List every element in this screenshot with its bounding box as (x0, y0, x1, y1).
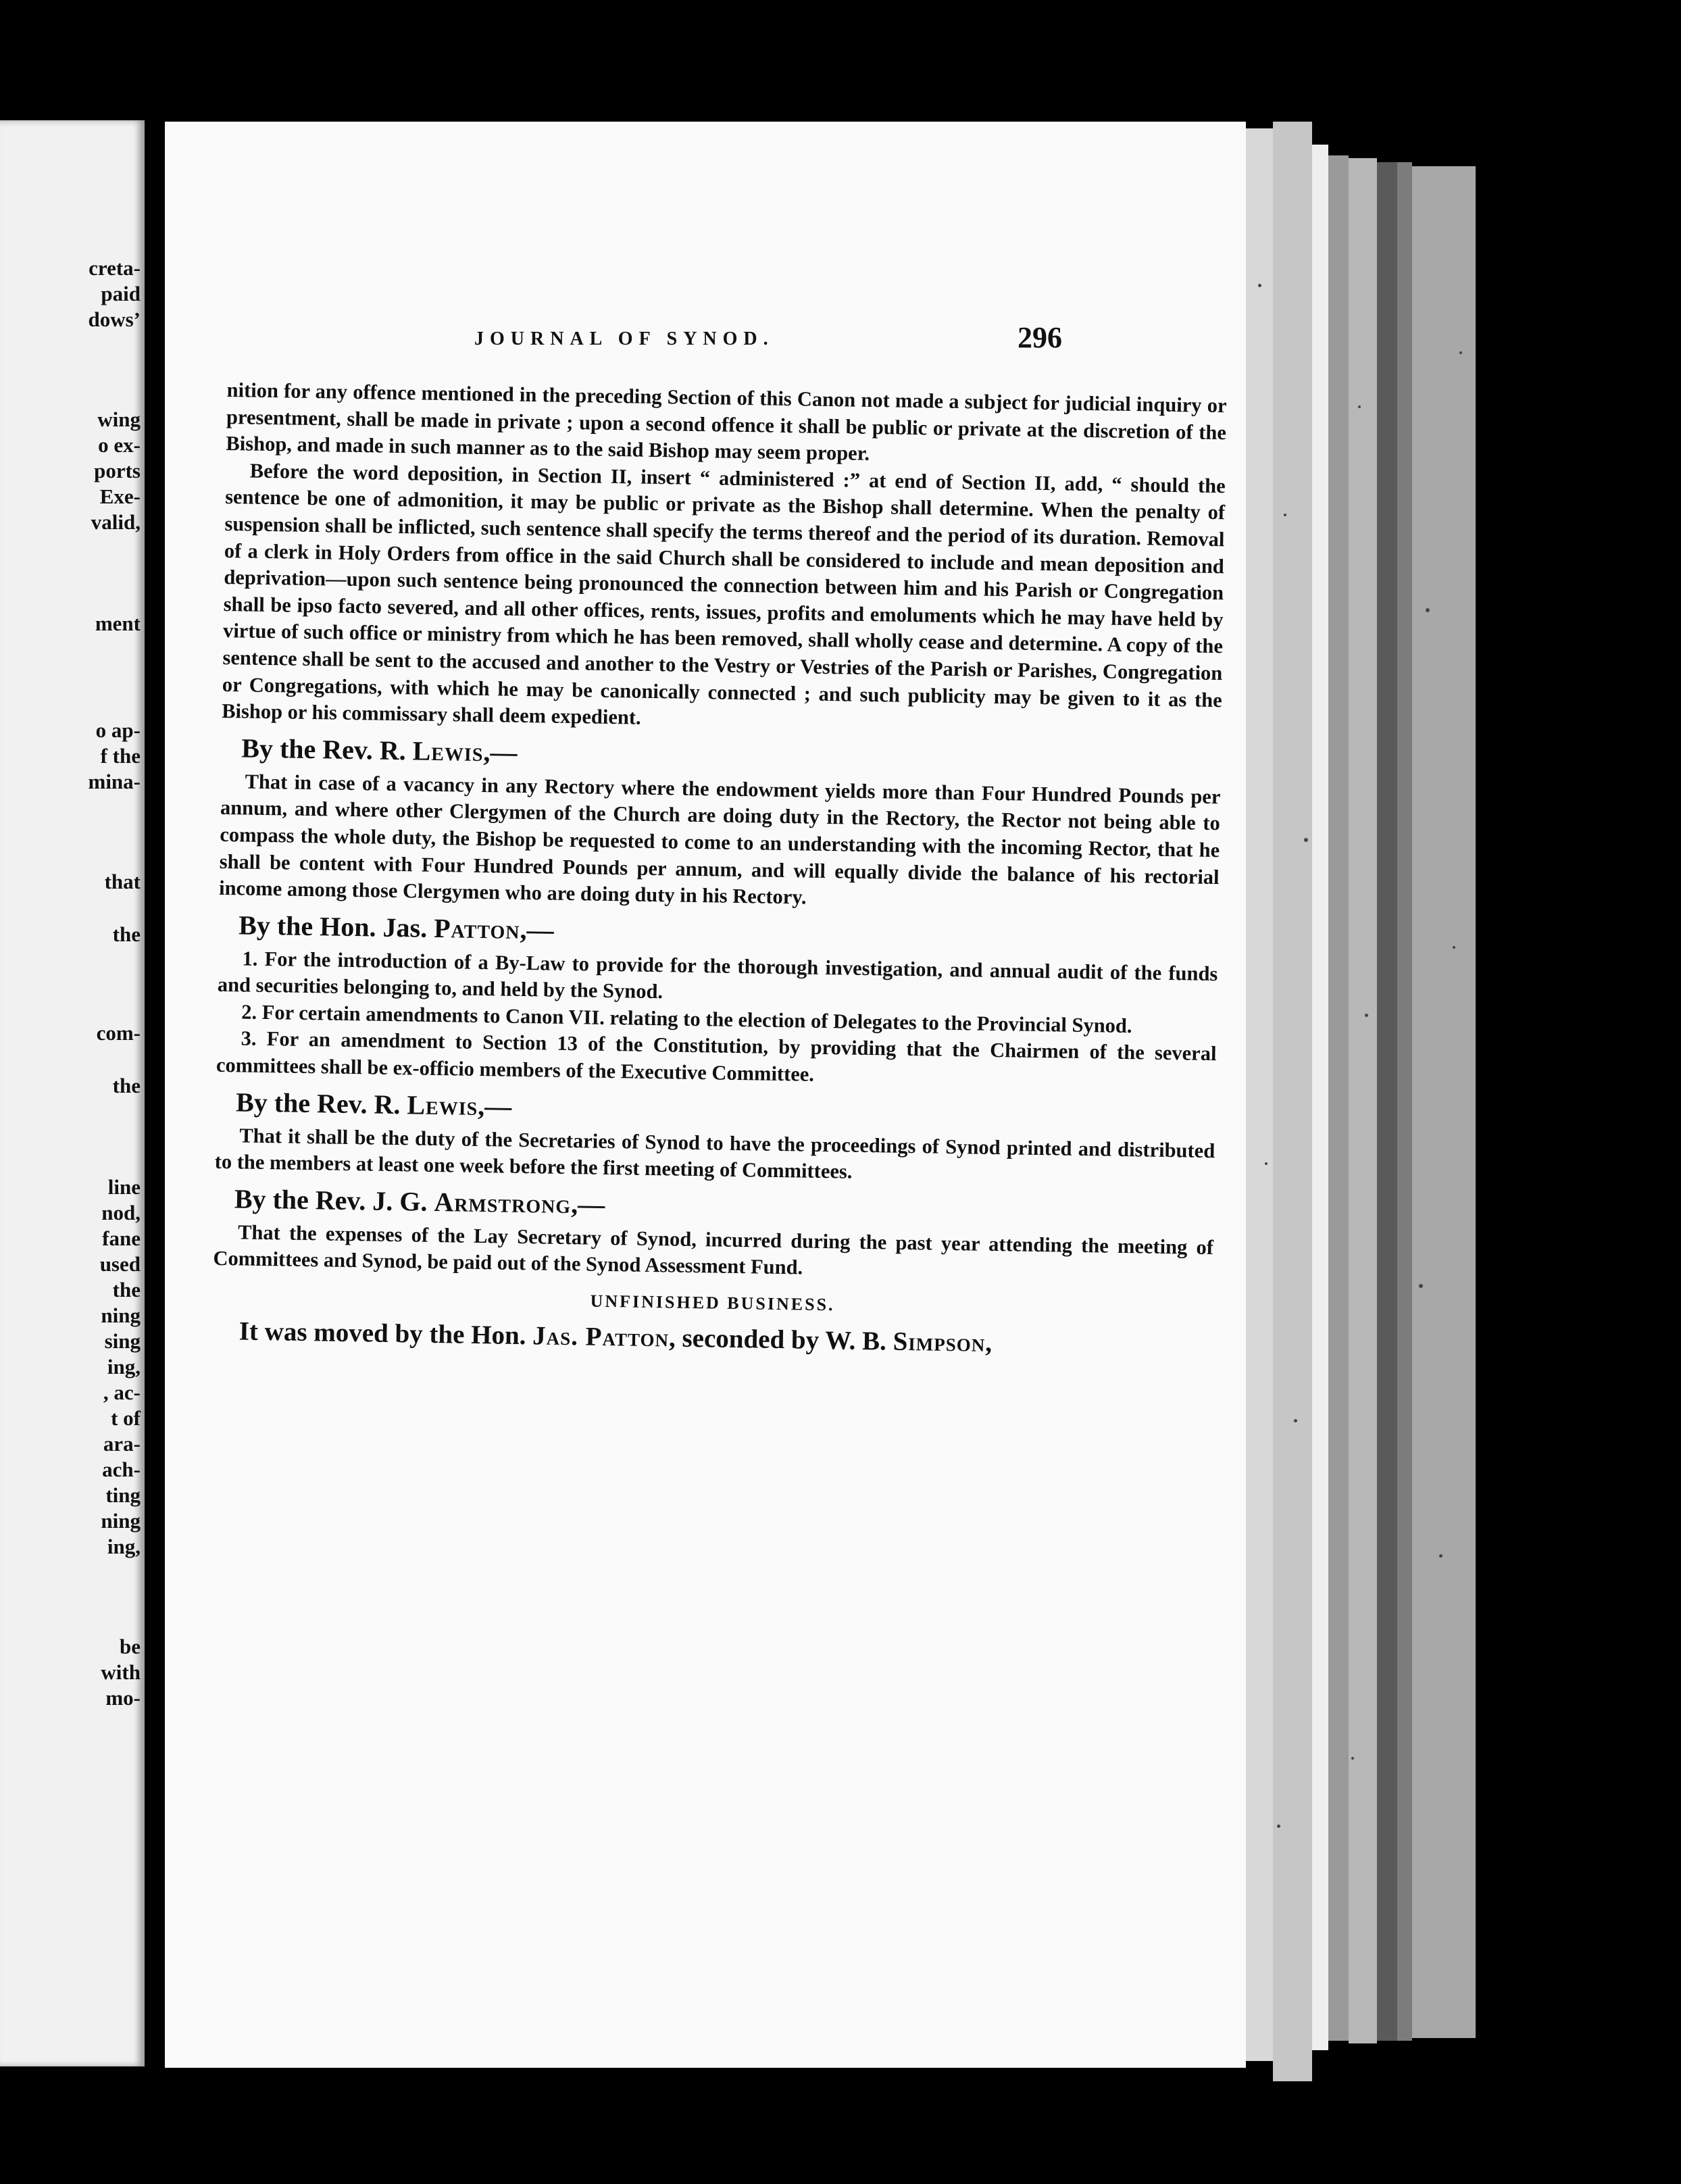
page-body (211, 377, 1226, 1364)
left-fragment-line: Exe- (99, 485, 141, 508)
seconder-name: Simpson (893, 1326, 986, 1358)
left-fragment-line: creta- (89, 256, 141, 280)
main-page (165, 122, 1246, 2068)
left-fragment-line: ting (105, 1483, 141, 1507)
left-fragment-line: ning (101, 1509, 141, 1533)
speaker-name: Lewis (412, 735, 484, 767)
paper-speck (1304, 838, 1308, 842)
left-fragment-line: ara- (103, 1432, 141, 1456)
paper-speck (1453, 946, 1455, 949)
paragraph-lay-secretary-expenses: That the expenses of the Lay Secretary of Synod, incurred during the past year attending the meeting of Committees and Synod, be paid out of the Synod Assessment Fund. (213, 1220, 1214, 1279)
page-edge-5 (1349, 158, 1377, 2043)
paper-speck (1358, 405, 1361, 408)
notice-item-3: 3. For an amendment to Section 13 of the Constitution, by providing that the Chairmen of the several committees shall be ex-officio members of the Executive Committee. (216, 1026, 1217, 1086)
paper-speck (1419, 1284, 1423, 1288)
left-fragment-line: ning (101, 1304, 141, 1327)
left-fragment-line: line (107, 1175, 141, 1199)
paper-speck (1439, 1554, 1442, 1558)
left-fragment-line: ach- (102, 1458, 141, 1481)
page-edge-6 (1377, 162, 1397, 2041)
mover-name: Jas. Patton (532, 1320, 670, 1353)
left-page-line-endings (0, 120, 145, 2066)
page-edge-8 (1412, 166, 1476, 2038)
left-fragment-line: that (104, 870, 141, 893)
paragraph-secretaries-duty: That it shall be the duty of the Secretaries of Synod to have the proceedings of Synod printed and distributed to the members at least one week before the first meeting of Committees. (214, 1124, 1215, 1183)
left-fragment-line: ports (94, 459, 141, 482)
speaker-name: Patton (433, 912, 520, 945)
left-fragment-line: mina- (88, 770, 141, 793)
left-fragment-line: with (101, 1660, 141, 1684)
page-edge-1 (1246, 128, 1273, 2061)
section-heading-unfinished-business: UNFINISHED BUSINESS. (590, 1291, 835, 1315)
left-fragment-line: paid (101, 282, 141, 305)
page-edge-7 (1397, 162, 1412, 2041)
left-fragment-line: ment (95, 612, 141, 635)
speaker-heading-rev-j-g-armstrong: By the Rev. J. G. Armstrong,— (234, 1183, 605, 1220)
running-head: JOURNAL OF SYNOD. (474, 328, 774, 349)
paper-speck (1351, 1757, 1354, 1760)
left-fragment-line: the (112, 1278, 141, 1301)
paper-speck (1294, 1419, 1297, 1422)
page-number: 296 (1018, 321, 1062, 354)
paper-speck (1258, 284, 1261, 287)
left-fragment-line: sing (104, 1329, 141, 1353)
notice-item-1: 1. For the introduction of a By-Law to provide for the thorough investigation, and annual audit of the funds and securities belonging to, and held by the Synod. (217, 947, 1218, 1003)
speaker-name: Armstrong (434, 1186, 572, 1219)
paragraph-motion: It was moved by the Hon. Jas. Patton, seconded by W. B. Simpson, (239, 1316, 993, 1358)
left-fragment-line: o ex- (98, 433, 141, 457)
left-fragment-line: ing, (107, 1355, 141, 1379)
left-fragment-line: , ac- (103, 1381, 141, 1404)
left-fragment-line: fane (102, 1226, 141, 1250)
page-edge-2 (1273, 122, 1312, 2081)
page-header (165, 321, 1246, 365)
paper-speck (1459, 351, 1462, 354)
paragraph-section-ii-amendment: Before the word deposition, in Section II, insert “ administered :” at end of Section II, add, “ should the sentence be one of admonition, it may be public or private as the Bishop shall determine. When the penalty of suspension shall be inflicted, such sentence shall specify the terms thereof and the period of its duration. Removal of a clerk in Holy Orders from office in the said Church shall be considered to include and mean deposition and deprivation—upon such sentence being pronounced the connection between him and his Parish or Congregation shall be ipso facto severed, and all other offices, rents, issues, profits and emoluments which he may have held by virtue of such office or ministry from which he has been removed, shall wholly cease and determine. A copy of the sentence shall be sent to the accused and another to the Vestry or Vestries of the Parish or Parishes, Congregation or Congregations, with which he may be canonically connected ; and such publicity may be given to it as the Bishop or his commissary shall deem expedient. (221, 459, 1226, 729)
paragraph-canon-continuation: nition for any offence mentioned in the preceding Section of this Canon not made a subject for judicial inquiry or presentment, shall be made in private ; upon a second offence it shall be public or private at the discretion of the Bishop, and made in such manner as to the said Bishop may seem proper. (226, 378, 1227, 466)
left-fragment-line: f the (100, 744, 141, 768)
left-fragment-line: used (99, 1252, 141, 1276)
left-fragment-line: the (112, 1074, 141, 1097)
left-facing-page (0, 120, 145, 2066)
paragraph-rectory-vacancy: That in case of a vacancy in any Rectory where the endowment yields more than Four Hundred Pounds per annum, and where other Clergymen of the Church are doing duty in the Rectory, the Rector not being able to compass the whole duty, the Bishop be requested to come to an understanding with the incoming Rector, that he shall be content with Four Hundred Pounds per annum, and will equally divide the balance of his rectorial income among those Clergymen who are doing duty in his Rectory. (218, 770, 1221, 909)
speaker-name: Lewis (407, 1089, 478, 1121)
paper-speck (1284, 514, 1286, 516)
left-fragment-line: the (112, 922, 141, 946)
page-edge-3 (1312, 145, 1328, 2050)
left-fragment-line: dows’ (88, 307, 141, 331)
left-fragment-line: mo- (105, 1686, 141, 1710)
speaker-heading-hon-jas-patton: By the Hon. Jas. Patton,— (238, 910, 554, 945)
speaker-heading-rev-r-lewis: By the Rev. R. Lewis,— (241, 733, 518, 768)
paper-speck (1426, 608, 1430, 612)
paper-speck (1265, 1162, 1268, 1165)
left-fragment-line: wing (97, 407, 141, 431)
left-fragment-line: ing, (107, 1535, 141, 1558)
left-fragment-line: t of (111, 1406, 141, 1430)
left-fragment-line: valid, (91, 510, 141, 534)
paper-speck (1277, 1825, 1280, 1828)
paper-speck (1365, 1014, 1368, 1017)
left-fragment-line: be (120, 1635, 141, 1658)
page-edge-4 (1328, 155, 1349, 2041)
left-fragment-line: o ap- (95, 718, 141, 742)
left-fragment-line: nod, (101, 1201, 141, 1224)
notice-item-2: 2. For certain amendments to Canon VII. relating to the election of Delegates to the Provincial Synod. (241, 1000, 1132, 1038)
left-fragment-line: com- (96, 1021, 141, 1045)
speaker-heading-rev-r-lewis-2: By the Rev. R. Lewis,— (235, 1086, 512, 1122)
